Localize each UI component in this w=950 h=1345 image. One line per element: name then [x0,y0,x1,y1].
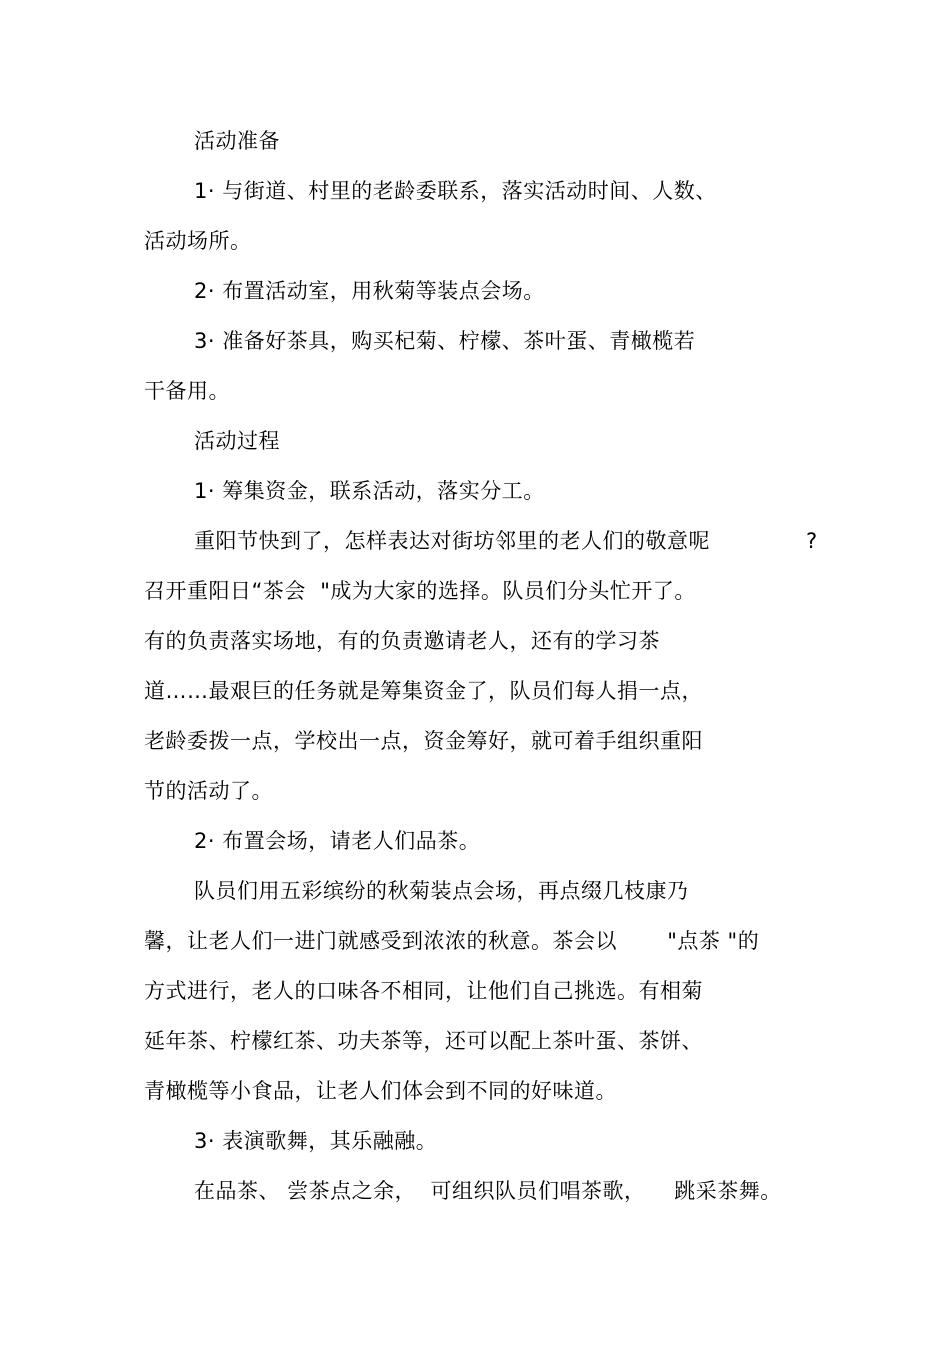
paragraph-line: 3· 准备好茶具，购买杞菊、柠檬、茶叶蛋、青橄榄若 [194,329,696,353]
paragraph-line: 有的负责落实场地，有的负责邀请老人，还有的学习茶 [144,629,660,653]
paragraph-line: 在品茶、 尝茶点之余， 可组织队员们唱茶歌， 跳采茶舞。 [194,1179,782,1203]
paragraph-line: 活动场所。 [144,229,252,253]
paragraph-line: 2· 布置活动室，用秋菊等装点会场。 [194,279,545,303]
heading-preparation: 活动准备 [194,129,280,153]
paragraph-line: 馨，让老人们一进门就感受到浓浓的秋意。茶会以 "点茶 "的 [144,929,760,953]
paragraph-line: 道……最艰巨的任务就是筹集资金了，队员们每人捐一点， [144,679,703,703]
paragraph-line: 召开重阳日“茶会 "成为大家的选择。队员们分头忙开了。 [144,579,696,603]
paragraph-line: 节的活动了。 [144,779,273,803]
paragraph-line: 重阳节快到了，怎样表达对街坊邻里的老人们的敬意呢 [194,529,710,553]
paragraph-line: 队员们用五彩缤纷的秋菊装点会场，再点缀几枝康乃 [194,879,689,903]
paragraph-line: 老龄委拨一点，学校出一点，资金筹好，就可着手组织重阳 [144,729,703,753]
heading-process: 活动过程 [194,429,280,453]
paragraph-line: 2· 布置会场，请老人们品茶。 [194,829,481,853]
paragraph-line: 延年茶、柠檬红茶、功夫茶等，还可以配上茶叶蛋、茶饼、 [144,1029,703,1053]
paragraph-line: 方式进行，老人的口味各不相同，让他们自己挑选。有相菊 [144,979,703,1003]
paragraph-line: 1· 筹集资金，联系活动，落实分工。 [194,479,545,503]
question-mark: ? [806,529,818,553]
paragraph-line: 干备用。 [144,379,230,403]
paragraph-line: 青橄榄等小食品，让老人们体会到不同的好味道。 [144,1079,617,1103]
paragraph-line: 3· 表演歌舞，其乐融融。 [194,1129,438,1153]
paragraph-line: 1· 与街道、村里的老龄委联系，落实活动时间、人数、 [194,179,717,203]
